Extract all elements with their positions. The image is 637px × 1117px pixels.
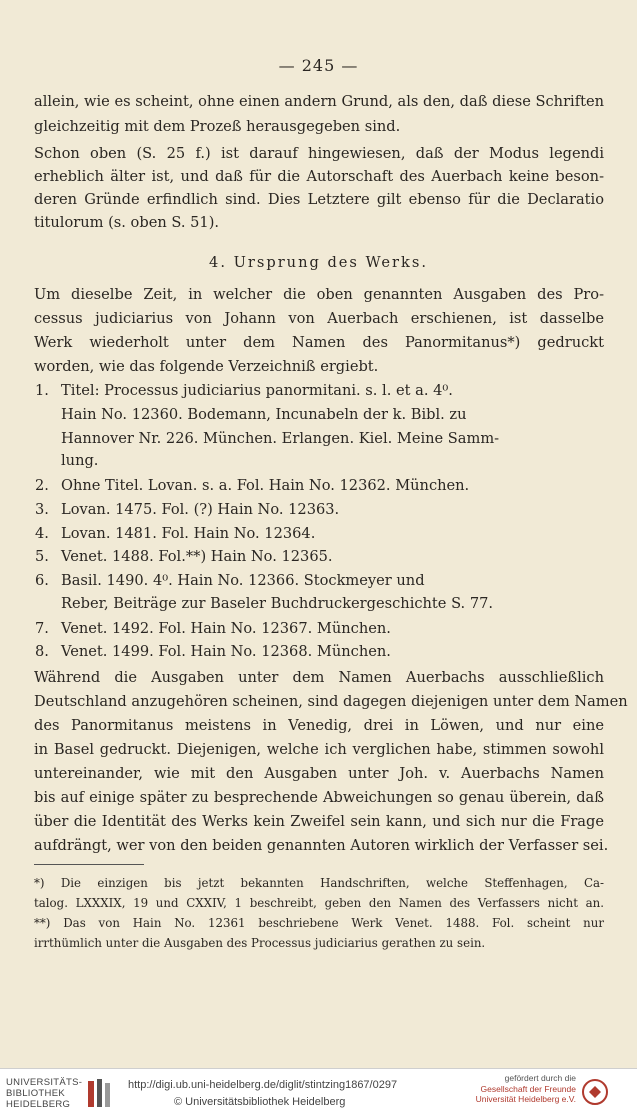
permalink-link[interactable]: http://digi.ub.uni-heidelberg.de/diglit/stintzing1867/0297 <box>128 1079 398 1091</box>
text-line: über die Identität des Werks kein Zweifel sein kann, und sich nur die Frage <box>34 813 604 830</box>
list-number: 8. <box>35 643 49 660</box>
text-line: untereinander, wie mit den Ausgaben unter Joh. v. Auerbachs Namen <box>34 765 604 782</box>
text-line: allein, wie es scheint, ohne einen andern Grund, als den, daß diese Schriften <box>34 93 605 110</box>
text-line: Um dieselbe Zeit, in welcher die oben genannten Ausgaben des Pro- <box>34 286 604 303</box>
text-line: Schon oben (S. 25 f.) ist darauf hingewiesen, daß der Modus legendi <box>34 145 604 162</box>
sponsor-logo-icon <box>580 1077 610 1107</box>
footnote-line: *) Die einzigen bis jetzt bekannten Handschriften, welche Steffenhagen, Ca- <box>34 876 604 890</box>
list-number: 1. <box>35 382 49 399</box>
section-heading: 4. Ursprung des Werks. <box>209 254 428 271</box>
sponsor-text <box>456 1073 576 1105</box>
text-line: titulorum (s. oben S. 51). <box>34 214 220 231</box>
list-text: Lovan. 1475. Fol. (?) Hain No. 12363. <box>61 501 340 518</box>
list-number: 7. <box>35 620 49 637</box>
library-name-line: HEIDELBERG <box>6 1099 71 1110</box>
text-line: erheblich älter ist, und daß für die Autorschaft des Auerbach keine beson- <box>34 168 604 185</box>
list-number: 4. <box>35 525 49 542</box>
list-text: Titel: Processus judiciarius panormitani. s. l. et a. 4⁰. <box>61 382 453 399</box>
text-line: aufdrängt, wer von den beiden genannten Autoren wirklich der Verfasser sei. <box>34 837 609 854</box>
list-text: Reber, Beiträge zur Baseler Buchdruckergeschichte S. 77. <box>61 595 494 612</box>
list-text: Basil. 1490. 4⁰. Hain No. 12366. Stockmeyer und <box>61 572 425 589</box>
text-line: Werk wiederholt unter dem Namen des Panormitanus*) gedruckt <box>34 334 604 351</box>
page-number: — 245 — <box>278 56 359 75</box>
list-text: Venet. 1488. Fol.**) Hain No. 12365. <box>61 548 333 565</box>
text-line: Deutschland anzugehören scheinen, sind dagegen diejenigen unter dem Namen <box>34 693 628 710</box>
footnote-rule <box>34 864 144 865</box>
footnote-line: talog. LXXXIX, 19 und CXXIV, 1 beschreibt, geben den Namen des Verfassers nicht an. <box>34 896 604 910</box>
list-number: 3. <box>35 501 49 518</box>
text-line: gleichzeitig mit dem Prozeß herausgegeben sind. <box>34 118 401 135</box>
sponsor-line: gefördert durch die <box>504 1073 576 1083</box>
text-line: cessus judiciarius von Johann von Auerbach erschienen, ist dasselbe <box>34 310 604 327</box>
text-line: des Panormitanus meistens in Venedig, drei in Löwen, und nur eine <box>34 717 604 734</box>
sponsor-line: Gesellschaft der Freunde <box>480 1083 576 1094</box>
text-line: Während die Ausgaben unter dem Namen Auerbachs ausschließlich <box>34 669 604 686</box>
list-text: Ohne Titel. Lovan. s. a. Fol. Hain No. 12362. München. <box>61 477 470 494</box>
library-name <box>6 1077 82 1110</box>
list-text: Hannover Nr. 226. München. Erlangen. Kiel. Meine Samm- <box>61 430 500 447</box>
list-text: Hain No. 12360. Bodemann, Incunabeln der k. Bibl. zu <box>61 406 467 423</box>
library-name-line: UNIVERSITÄTS- <box>6 1077 83 1088</box>
list-text: Venet. 1499. Fol. Hain No. 12368. München. <box>61 643 391 660</box>
list-number: 6. <box>35 572 49 589</box>
list-text: lung. <box>61 452 99 469</box>
text-line: worden, wie das folgende Verzeichniß ergiebt. <box>34 358 379 375</box>
library-name-line: BIBLIOTHEK <box>6 1088 65 1099</box>
text-line: bis auf einige später zu besprechende Abweichungen so genau überein, daß <box>34 789 604 806</box>
text-line: deren Gründe erfindlich sind. Dies Letztere gilt ebenso für die Declaratio <box>34 191 604 208</box>
sponsor-line: Universität Heidelberg e.V. <box>475 1094 576 1104</box>
text-line: in Basel gedruckt. Diejenigen, welche ich verglichen habe, stimmen sowohl <box>34 741 604 758</box>
list-text: Venet. 1492. Fol. Hain No. 12367. München. <box>61 620 391 637</box>
copyright-notice: © Universitätsbibliothek Heidelberg <box>174 1096 346 1108</box>
library-logo-icon <box>84 1075 118 1111</box>
digitization-footer <box>0 1068 637 1117</box>
footnote-line: **) Das von Hain No. 12361 beschriebene Werk Venet. 1488. Fol. scheint nur <box>34 916 604 930</box>
list-text: Lovan. 1481. Fol. Hain No. 12364. <box>61 525 316 542</box>
footnote-line: irrthümlich unter die Ausgaben des Processus judiciarius gerathen zu sein. <box>34 936 486 950</box>
list-number: 5. <box>35 548 49 565</box>
list-number: 2. <box>35 477 49 494</box>
